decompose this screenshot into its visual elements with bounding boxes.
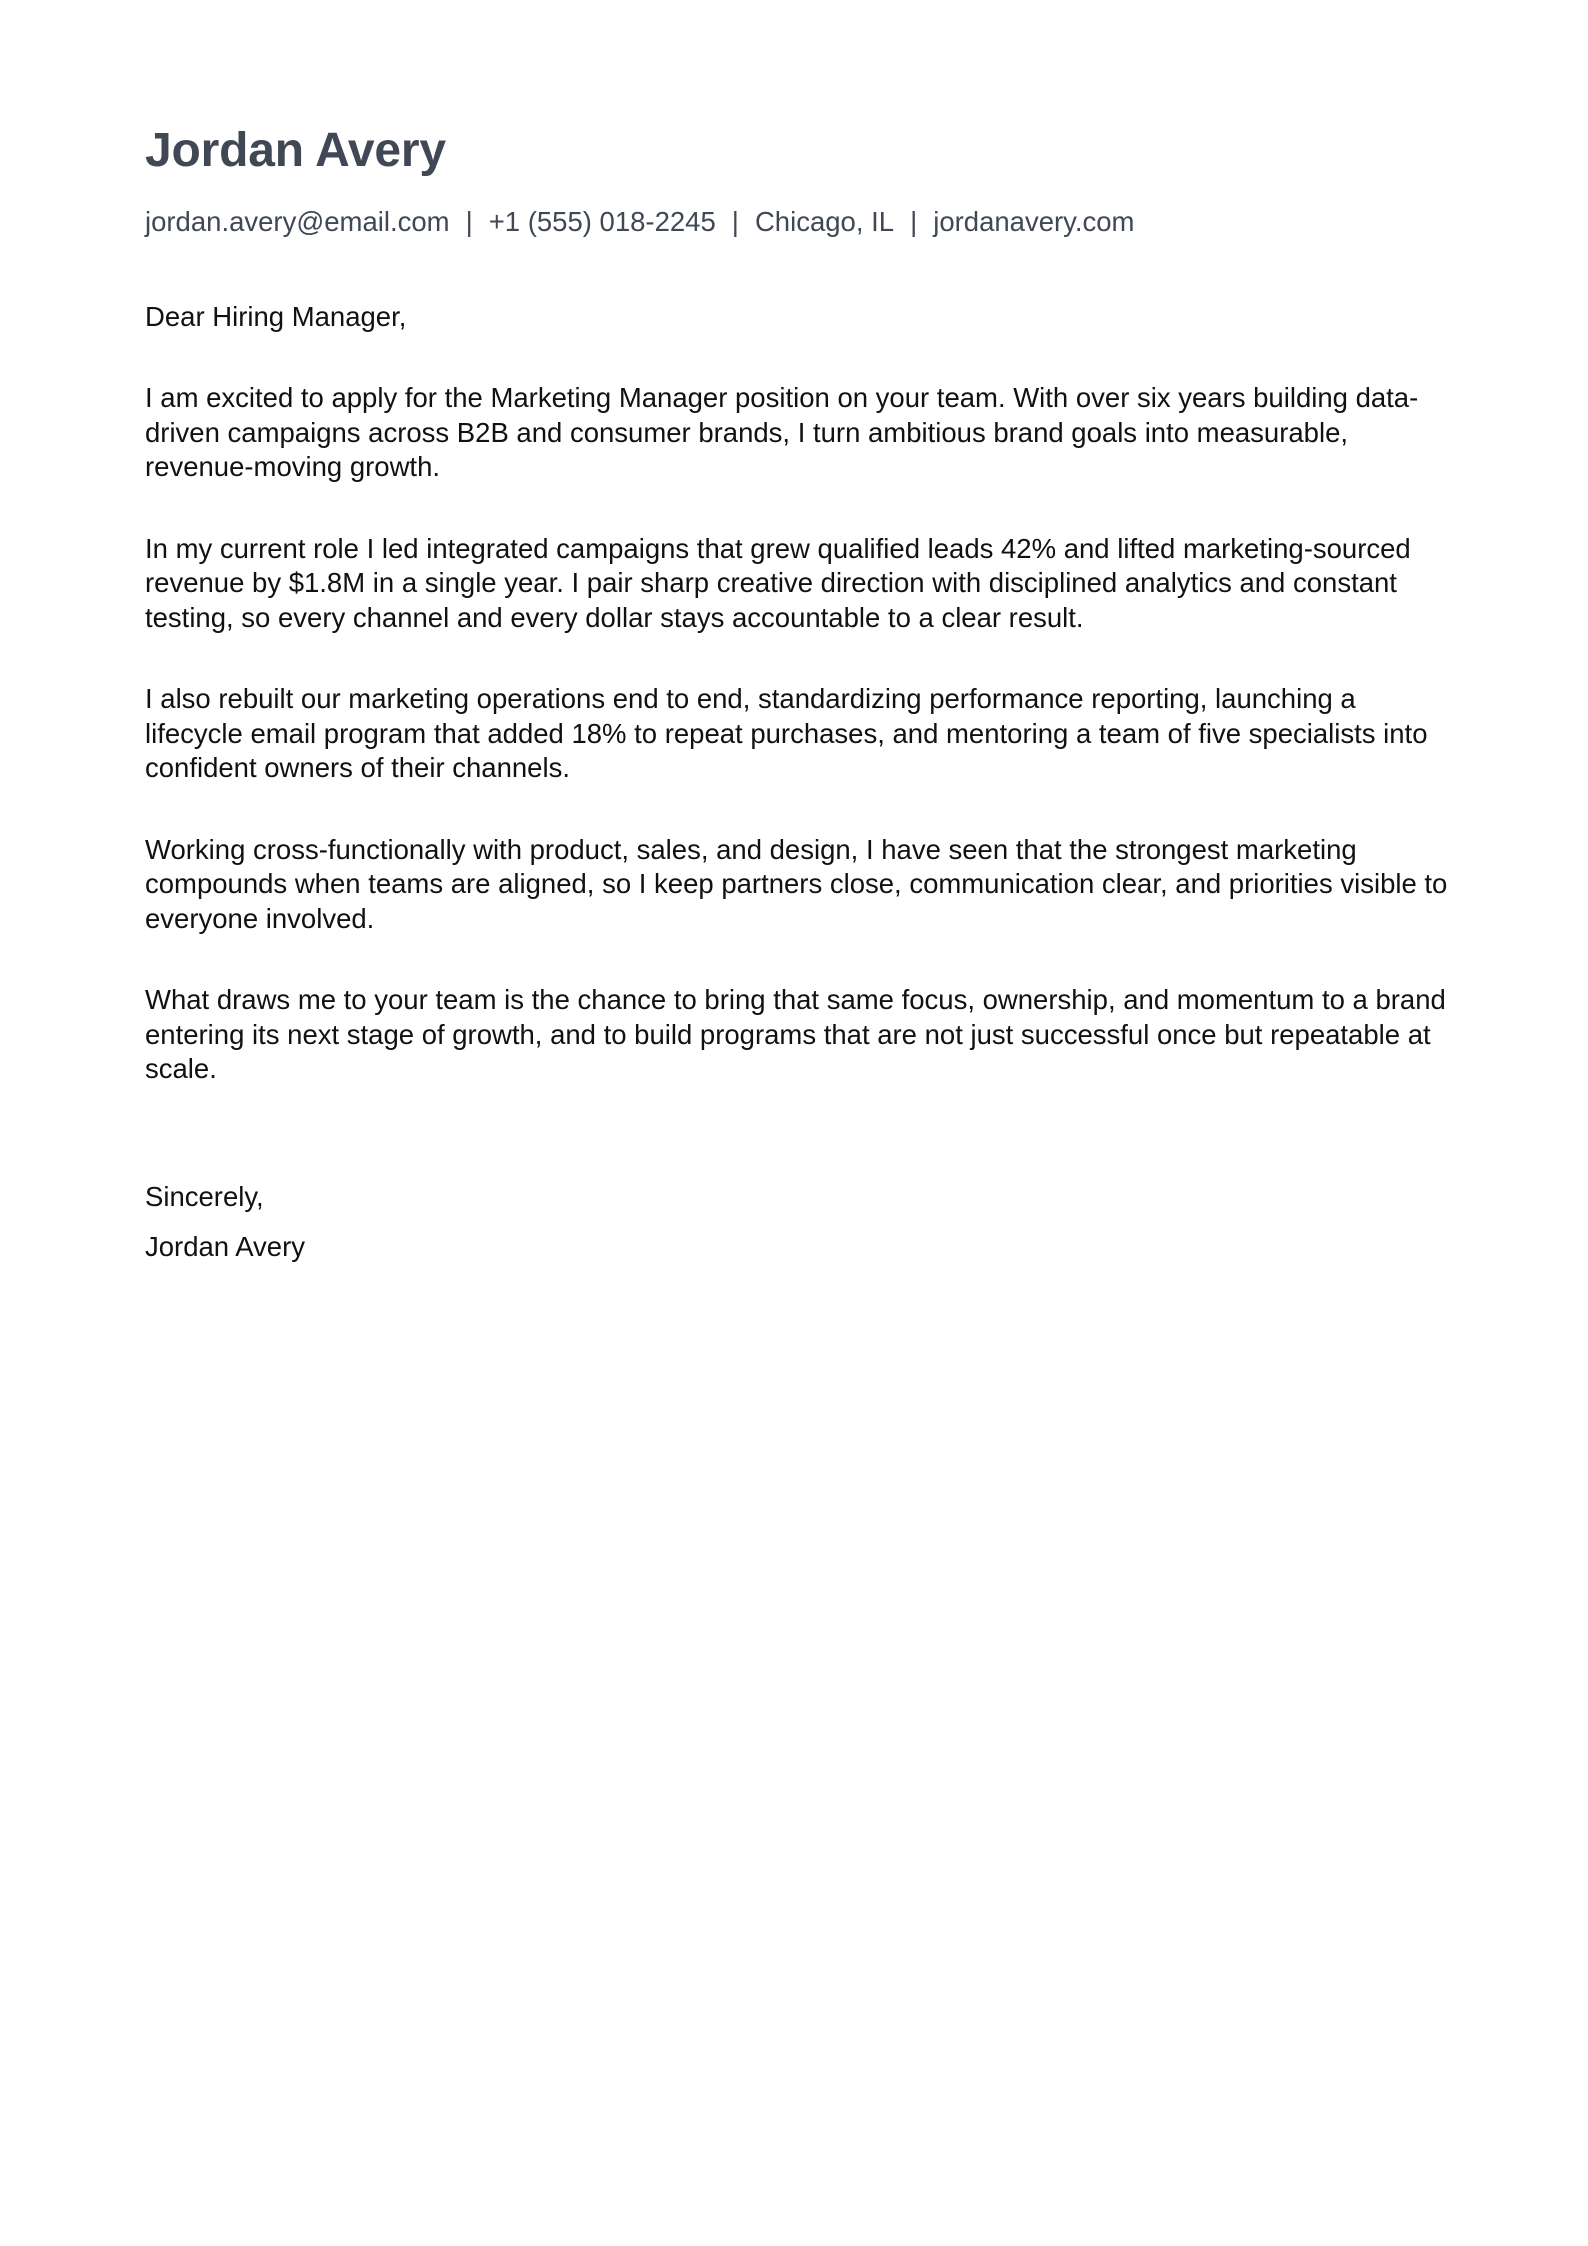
contact-separator: |: [910, 206, 918, 237]
contact-website: jordanavery.com: [933, 206, 1135, 237]
contact-line: [145, 204, 1455, 240]
contact-separator: |: [465, 206, 473, 237]
letter-body: [145, 381, 1455, 1087]
salutation: Dear Hiring Manager,: [145, 301, 407, 332]
contact-location: Chicago, IL: [754, 206, 895, 237]
applicant-name: Jordan Avery: [145, 124, 446, 177]
signature-name: Jordan Avery: [145, 1230, 306, 1262]
closing: Sincerely,: [145, 1180, 264, 1212]
contact-phone: +1 (555) 018-2245: [488, 206, 716, 237]
body-paragraph: What draws me to your team is the chance to bring that same focus, ownership, and momentum to a brand entering its next stage of growth, and to build programs that are not just successful once but repeatable at scale.: [145, 984, 1446, 1084]
contact-email: jordan.avery@email.com: [145, 206, 450, 237]
letter-content: [145, 118, 1455, 1265]
body-paragraph: I also rebuilt our marketing operations end to end, standardizing performance reporting, launching a lifecycle email program that added 18% to repeat purchases, and mentoring a team of five specialists into confident owners of their channels.: [145, 683, 1428, 783]
body-paragraph: In my current role I led integrated campaigns that grew qualified leads 42% and lifted marketing-sourced revenue by $1.8M in a single year. I pair sharp creative direction with disciplined analytics and constant testing, so every channel and every dollar stays accountable to a clear result.: [145, 532, 1411, 633]
contact-separator: |: [731, 206, 739, 237]
body-paragraph: Working cross-functionally with product, sales, and design, I have seen that the strongest marketing compounds when teams are aligned, so I keep partners close, communication clear, and priorities visible to everyone involved.: [145, 833, 1448, 934]
body-paragraph: I am excited to apply for the Marketing Manager position on your team. With over six years building data-driven campaigns across B2B and consumer brands, I turn ambitious brand goals into measurable, revenue-moving growth.: [145, 382, 1419, 482]
